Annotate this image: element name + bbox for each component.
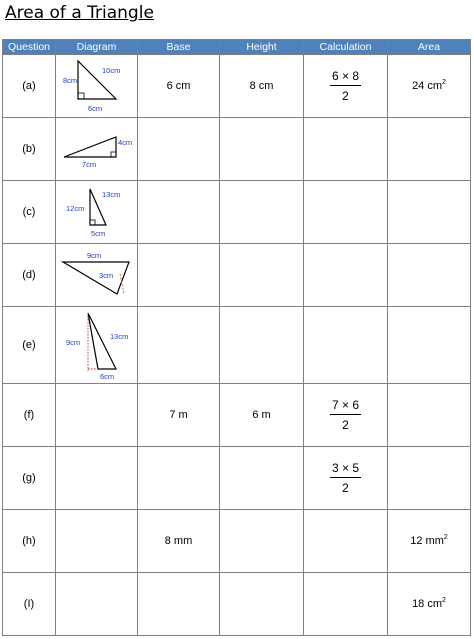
area-value: 12 mm [410,535,444,547]
fraction-numerator: 6 × 8 [330,70,361,86]
area-cell [388,447,471,510]
area-cell [388,384,471,447]
question-label: (d) [3,244,56,307]
diagram-cell [56,55,138,118]
height-cell: 8 cm [220,55,304,118]
base-cell [138,181,220,244]
question-label: (e) [3,307,56,384]
diagram-label: 10cm [101,66,120,75]
diagram-cell [56,447,138,510]
question-label: (a) [3,55,56,118]
base-cell: 7 m [138,384,220,447]
diagram-cell [56,510,138,573]
calculation-fraction [330,462,361,494]
fraction-denominator: 2 [342,480,349,495]
header-area: Area [388,40,471,55]
diagram-cell [56,573,138,636]
base-cell: 6 cm [138,55,220,118]
table-row [3,118,471,181]
area-exponent: 2 [443,534,448,541]
height-cell [220,510,304,573]
calculation-cell [304,447,388,510]
triangle-diagram-e [62,309,132,381]
fraction-denominator: 2 [342,88,349,103]
diagram-label: 9cm [86,251,101,260]
question-label: (g) [3,447,56,510]
area-cell [388,118,471,181]
fraction-denominator: 2 [342,417,349,432]
triangle-diagram-d [59,250,135,300]
fraction-numerator: 3 × 5 [330,462,361,478]
diagram-cell [56,118,138,181]
calculation-fraction [330,399,361,431]
height-cell [220,573,304,636]
base-cell [138,118,220,181]
area-exponent: 2 [442,79,446,86]
question-label: (h) [3,510,56,573]
base-cell: 8 mm [138,510,220,573]
table-row [3,244,471,307]
calculation-cell [304,573,388,636]
triangle-diagram-c [62,185,132,239]
header-height: Height [220,40,304,55]
diagram-label: 13cm [109,332,128,341]
diagram-label: 7cm [81,160,96,169]
question-label: (f) [3,384,56,447]
triangle-area-table [2,39,471,636]
table-row [3,181,471,244]
diagram-label: 3cm [98,271,113,280]
diagram-label: 5cm [90,229,105,238]
calculation-cell [304,510,388,573]
height-cell [220,447,304,510]
base-cell [138,573,220,636]
table-row [3,447,471,510]
question-label: (I) [3,573,56,636]
calculation-cell [304,307,388,384]
triangle-diagram-a [62,57,132,115]
area-cell [388,307,471,384]
diagram-label: 6cm [99,372,114,381]
table-row [3,573,471,636]
area-value: 24 cm [412,80,443,92]
table-row [3,510,471,573]
diagram-label: 4cm [117,138,132,147]
table-row [3,384,471,447]
header-row [3,40,471,55]
triangle-diagram-b [60,127,134,171]
area-cell [388,55,471,118]
height-cell [220,118,304,181]
diagram-cell [56,384,138,447]
page-title: Area of a Triangle [5,3,154,23]
diagram-cell [56,307,138,384]
header-base: Base [138,40,220,55]
table-row [3,307,471,384]
question-label: (b) [3,118,56,181]
diagram-label: 6cm [87,104,102,113]
diagram-label: 9cm [65,338,80,347]
calculation-fraction [330,70,361,102]
area-cell [388,510,471,573]
diagram-label: 13cm [101,190,120,199]
question-label: (c) [3,181,56,244]
base-cell [138,447,220,510]
height-cell [220,307,304,384]
diagram-label: 8cm [62,76,77,85]
calculation-cell [304,244,388,307]
fraction-numerator: 7 × 6 [330,399,361,415]
calculation-cell [304,181,388,244]
area-cell [388,181,471,244]
area-cell [388,573,471,636]
base-cell [138,307,220,384]
area-exponent: 2 [442,597,446,604]
diagram-cell [56,244,138,307]
header-question: Question [3,40,56,55]
diagram-label: 12cm [65,204,84,213]
area-cell [388,244,471,307]
calculation-cell [304,384,388,447]
area-value: 18 cm [412,598,443,610]
height-cell [220,181,304,244]
calculation-cell [304,118,388,181]
base-cell [138,244,220,307]
height-cell: 6 m [220,384,304,447]
table-row [3,55,471,118]
header-diagram: Diagram [56,40,138,55]
header-calculation: Calculation [304,40,388,55]
height-cell [220,244,304,307]
calculation-cell [304,55,388,118]
diagram-cell [56,181,138,244]
